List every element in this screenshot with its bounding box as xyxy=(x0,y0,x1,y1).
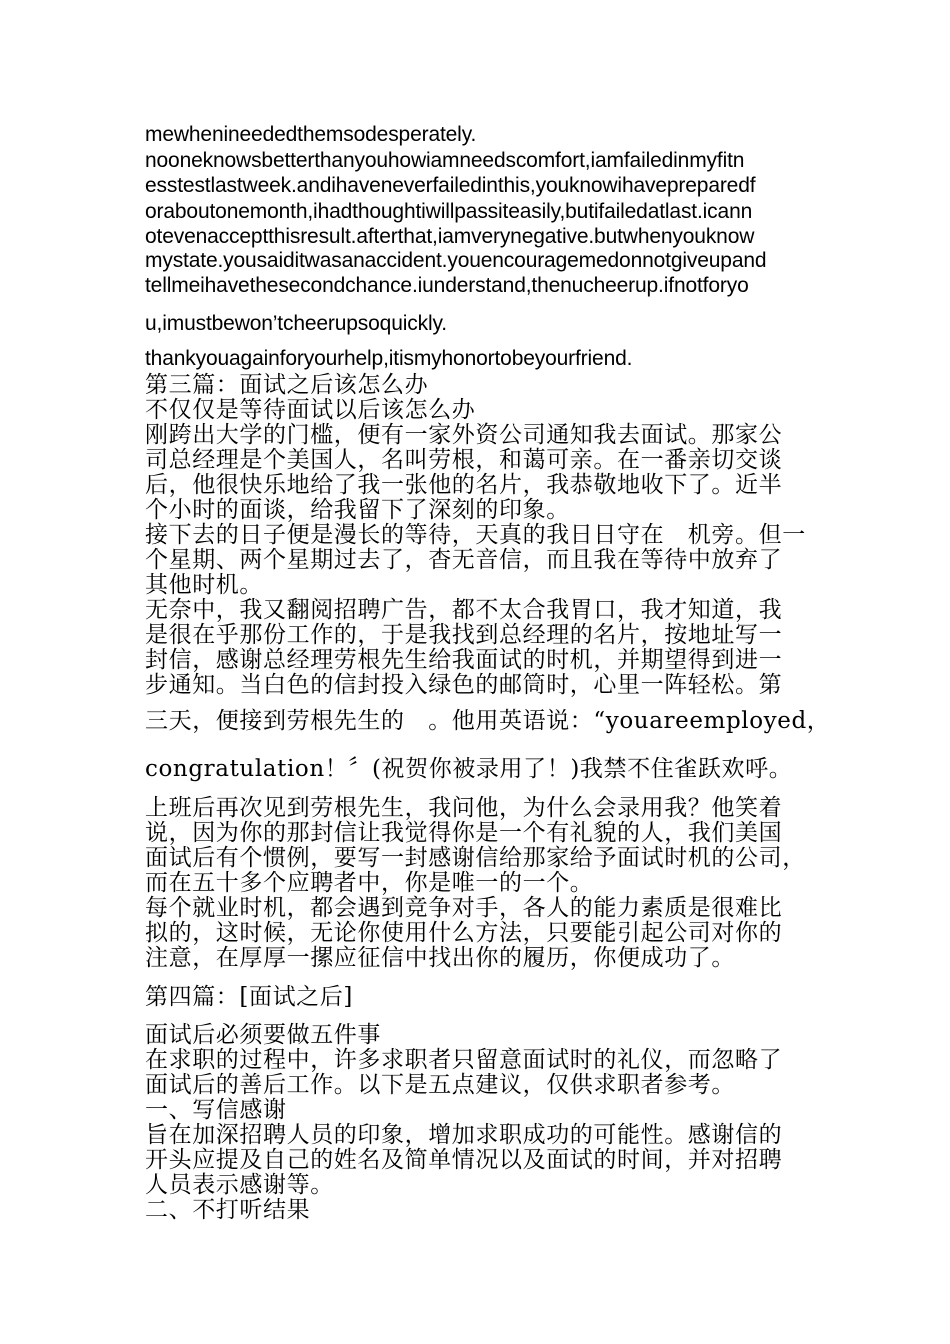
text-line: 上班后再次见到劳根先生，我问他，为什么会录用我？他笑着 xyxy=(145,795,783,821)
section-heading: 第三篇：面试之后该怎么办 xyxy=(145,372,429,398)
text-line: congratulation！〞(祝贺你被录用了！)我禁不住雀跃欢呼。 xyxy=(145,756,793,782)
list-heading: 二、不打听结果 xyxy=(145,1197,311,1223)
subheading: 面试后必须要做五件事 xyxy=(145,1022,381,1048)
text-line: 是很在乎那份工作的，于是我找到总经理的名片，按地址写一 xyxy=(145,622,783,648)
text-line: otevenacceptthisresult.afterthat,iamverynegative.butwhenyouknow xyxy=(145,225,755,248)
text-line: 司总经理是个美国人，名叫劳根，和蔼可亲。在一番亲切交谈 xyxy=(145,447,783,473)
text-line: tellmeihavethesecondchance.iunderstand,thenucheerup.ifnotforyo xyxy=(145,274,749,297)
text-line: u,imustbewon’tcheerupsoquickly. xyxy=(145,312,447,335)
text-line: 面试后有个惯例，要写一封感谢信给那家给予面试时机的公司， xyxy=(145,845,806,871)
text-line: 其他时机。 xyxy=(145,572,263,598)
text-line: 开头应提及自己的姓名及简单情况以及面试的时间，并对招聘 xyxy=(145,1147,783,1173)
text-line: oraboutonemonth,ihadthoughtiwillpassiteasily,butifailedatlast.icann xyxy=(145,200,753,223)
text-line: 个小时的面谈，给我留下了深刻的印象。 xyxy=(145,497,570,523)
text-line: thankyouagainforyourhelp,itismyhonortobeyourfriend. xyxy=(145,347,633,370)
text-line: esstestlastweek.andihaveneverfailedinthis,youknowihavepreparedf xyxy=(145,174,756,197)
text-line: 注意，在厚厚一摞应征信中找出你的履历，你便成功了。 xyxy=(145,945,735,971)
text-line: 旨在加深招聘人员的印象，增加求职成功的可能性。感谢信的 xyxy=(145,1122,783,1148)
text-line: 三天，便接到劳根先生的 。他用英语说：“youareemployed， xyxy=(145,708,831,734)
text-line: 无奈中，我又翻阅招聘广告，都不太合我胃口，我才知道，我 xyxy=(145,597,783,623)
text-line: 步通知。当白色的信封投入绿色的邮筒时，心里一阵轻松。第 xyxy=(145,672,783,698)
text-line: 拟的，这时候，无论你使用什么方法，只要能引起公司对你的 xyxy=(145,920,783,946)
text-line: 每个就业时机，都会遇到竞争对手，各人的能力素质是很难比 xyxy=(145,895,783,921)
text-line: 接下去的日子便是漫长的等待，天真的我日日守在 机旁。但一 xyxy=(145,522,806,548)
subheading: 不仅仅是等待面试以后该怎么办 xyxy=(145,397,476,423)
section-heading: 第四篇：[面试之后] xyxy=(145,984,353,1010)
text-line: 个星期、两个星期过去了，杳无音信，而且我在等待中放弃了 xyxy=(145,547,783,573)
text-line: nooneknowsbetterthanyouhowiamneedscomfort,iamfailedinmyfitn xyxy=(145,149,745,172)
text-line: mewhenineededthemsodesperately. xyxy=(145,123,477,146)
list-heading: 一、写信感谢 xyxy=(145,1097,287,1123)
text-line: mystate.yousaiditwasanaccident.youencouragemedonnotgiveupand xyxy=(145,249,767,272)
text-line: 说，因为你的那封信让我觉得你是一个有礼貌的人，我们美国 xyxy=(145,820,783,846)
text-line: 人员表示感谢等。 xyxy=(145,1172,334,1198)
text-line: 刚跨出大学的门槛，便有一家外资公司通知我去面试。那家公 xyxy=(145,422,783,448)
text-line: 而在五十多个应聘者中，你是唯一的一个。 xyxy=(145,870,594,896)
text-line: 后，他很快乐地给了我一张他的名片，我恭敬地收下了。近半 xyxy=(145,472,783,498)
text-line: 面试后的善后工作。以下是五点建议，仅供求职者参考。 xyxy=(145,1072,735,1098)
text-line: 在求职的过程中，许多求职者只留意面试时的礼仪，而忽略了 xyxy=(145,1047,783,1073)
text-line: 封信，感谢总经理劳根先生给我面试的时机，并期望得到进一 xyxy=(145,647,783,673)
